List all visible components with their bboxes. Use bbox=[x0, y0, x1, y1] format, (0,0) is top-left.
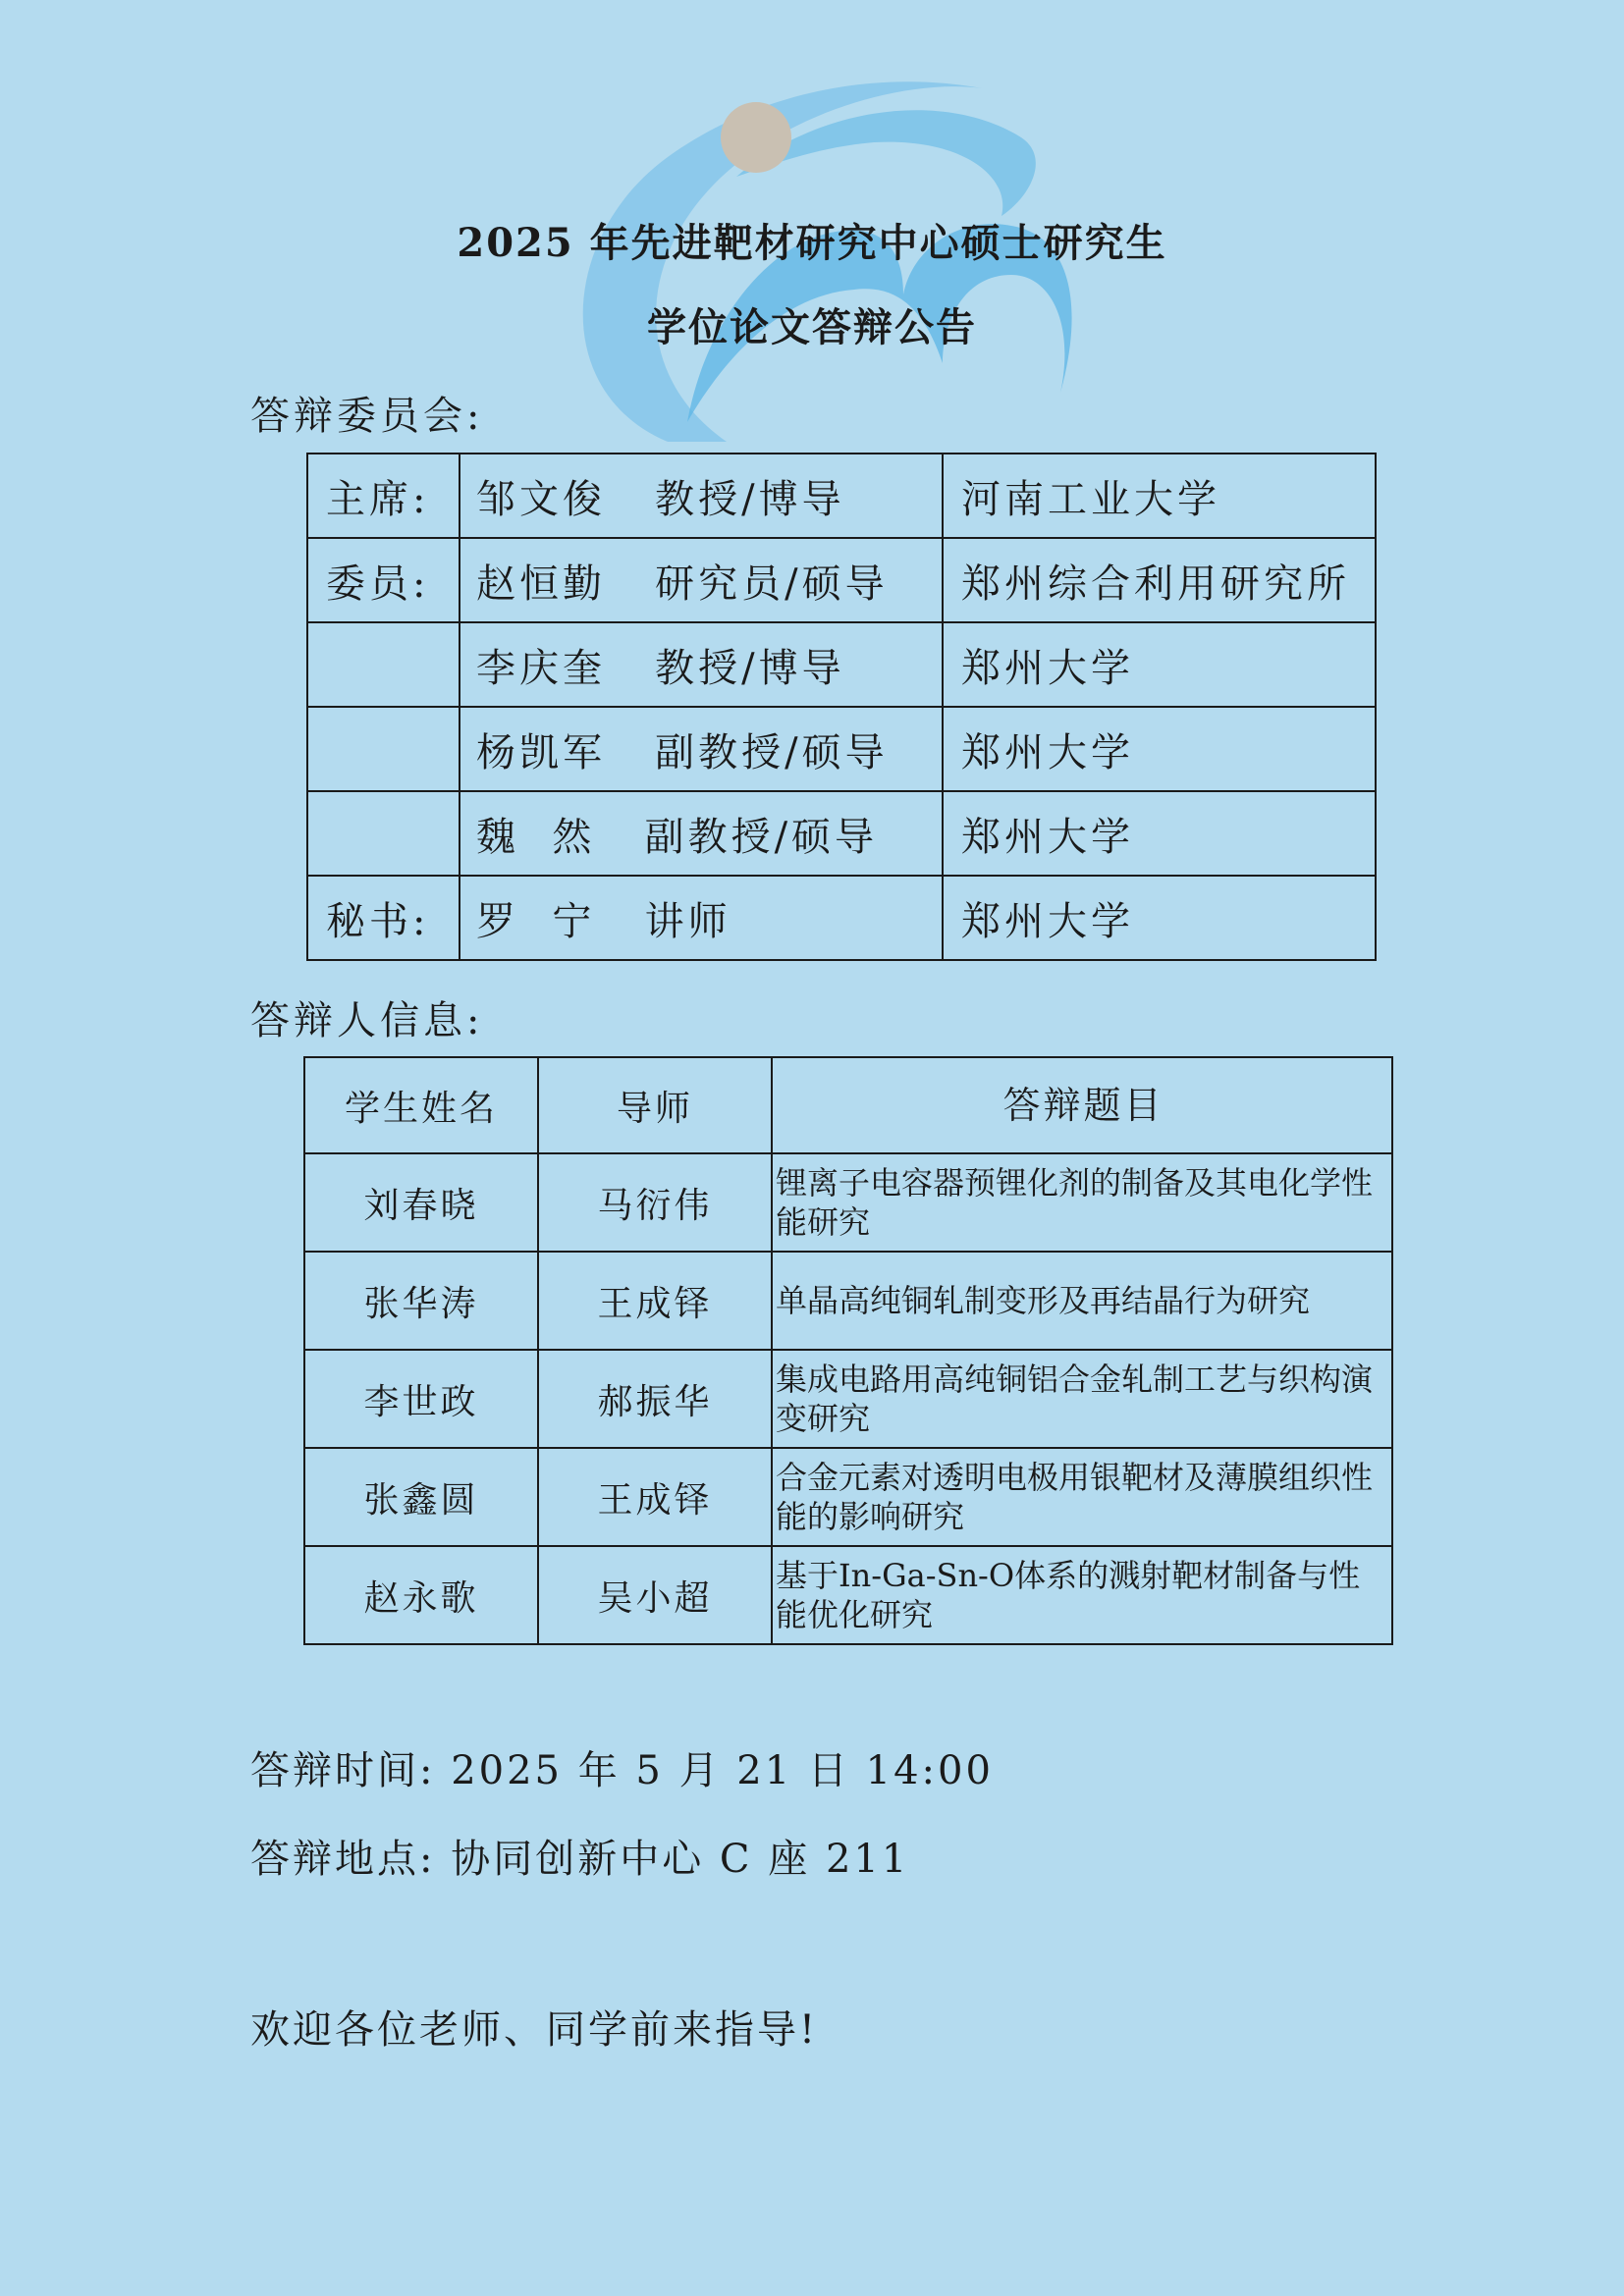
committee-table bbox=[306, 453, 1377, 961]
student-advisor: 王成铎 bbox=[538, 1252, 772, 1350]
committee-section-label: 答辩委员会: bbox=[250, 394, 484, 439]
header-student-name: 学生姓名 bbox=[304, 1057, 538, 1153]
defense-time: 答辩时间: 2025 年 5 月 21 日 14:00 bbox=[250, 1748, 994, 1793]
student-name: 张鑫圆 bbox=[304, 1448, 538, 1546]
committee-member: 魏 然 副教授/硕导 bbox=[460, 791, 943, 876]
committee-role: 委员: bbox=[307, 538, 460, 622]
committee-affiliation: 郑州综合利用研究所 bbox=[943, 538, 1376, 622]
table-row bbox=[304, 1350, 1392, 1448]
student-topic: 单晶高纯铜轧制变形及再结晶行为研究 bbox=[772, 1252, 1392, 1350]
header-advisor: 导师 bbox=[538, 1057, 772, 1153]
table-row bbox=[304, 1153, 1392, 1252]
student-name: 李世政 bbox=[304, 1350, 538, 1448]
committee-role bbox=[307, 622, 460, 707]
committee-row bbox=[307, 707, 1376, 791]
committee-affiliation: 郑州大学 bbox=[943, 622, 1376, 707]
committee-member: 杨凯军 副教授/硕导 bbox=[460, 707, 943, 791]
table-row bbox=[304, 1252, 1392, 1350]
page-title-line-2: 学位论文答辩公告 bbox=[647, 304, 977, 350]
committee-row bbox=[307, 538, 1376, 622]
student-topic: 集成电路用高纯铜铝合金轧制工艺与织构演变研究 bbox=[772, 1350, 1392, 1448]
student-topic: 基于In-Ga-Sn-O体系的溅射靶材制备与性能优化研究 bbox=[772, 1546, 1392, 1644]
committee-role bbox=[307, 707, 460, 791]
committee-affiliation: 郑州大学 bbox=[943, 791, 1376, 876]
committee-affiliation: 河南工业大学 bbox=[943, 454, 1376, 538]
defense-place: 答辩地点: 协同创新中心 C 座 211 bbox=[250, 1837, 910, 1882]
student-advisor: 王成铎 bbox=[538, 1448, 772, 1546]
committee-affiliation: 郑州大学 bbox=[943, 707, 1376, 791]
student-name: 赵永歌 bbox=[304, 1546, 538, 1644]
header-topic: 答辩题目 bbox=[772, 1057, 1392, 1153]
committee-row bbox=[307, 876, 1376, 960]
student-topic: 锂离子电容器预锂化剂的制备及其电化学性能研究 bbox=[772, 1153, 1392, 1252]
committee-member: 李庆奎 教授/博导 bbox=[460, 622, 943, 707]
committee-row bbox=[307, 454, 1376, 538]
students-table bbox=[303, 1056, 1393, 1645]
student-advisor: 郝振华 bbox=[538, 1350, 772, 1448]
table-row bbox=[304, 1448, 1392, 1546]
welcome-message: 欢迎各位老师、同学前来指导! bbox=[250, 2007, 819, 2053]
students-header-row bbox=[304, 1057, 1392, 1153]
committee-row bbox=[307, 791, 1376, 876]
student-advisor: 吴小超 bbox=[538, 1546, 772, 1644]
committee-row bbox=[307, 622, 1376, 707]
student-name: 张华涛 bbox=[304, 1252, 538, 1350]
committee-role: 主席: bbox=[307, 454, 460, 538]
table-row bbox=[304, 1546, 1392, 1644]
committee-affiliation: 郑州大学 bbox=[943, 876, 1376, 960]
committee-member: 邹文俊 教授/博导 bbox=[460, 454, 943, 538]
students-section-label: 答辩人信息: bbox=[250, 998, 484, 1043]
student-name: 刘春晓 bbox=[304, 1153, 538, 1252]
student-advisor: 马衍伟 bbox=[538, 1153, 772, 1252]
student-topic: 合金元素对透明电极用银靶材及薄膜组织性能的影响研究 bbox=[772, 1448, 1392, 1546]
page-title-line-1: 2025 年先进靶材研究中心硕士研究生 bbox=[457, 220, 1167, 266]
committee-member: 罗 宁 讲师 bbox=[460, 876, 943, 960]
committee-role: 秘书: bbox=[307, 876, 460, 960]
committee-member: 赵恒勤 研究员/硕导 bbox=[460, 538, 943, 622]
committee-role bbox=[307, 791, 460, 876]
